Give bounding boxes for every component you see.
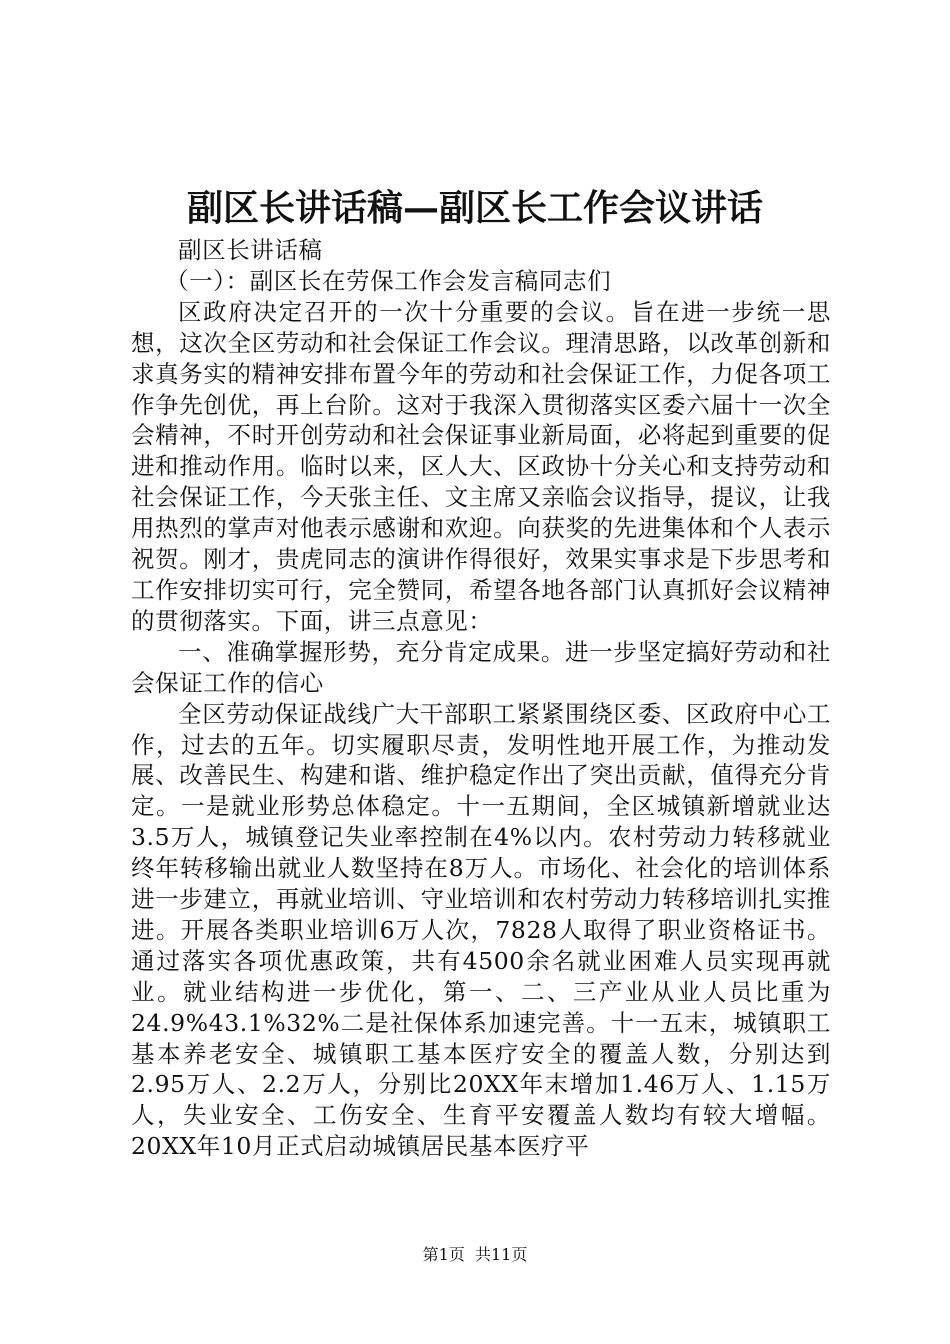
page-footer xyxy=(0,1244,950,1266)
body-paragraph: 全区劳动保证战线广大干部职工紧紧围绕区委、区政府中心工作，过去的五年。切实履职尽责，发明性地开展工作，为推动发展、改善民生、构建和谐、维护稳定作出了突出贡献，值得充分肯定。一是就业形势总体稳定。十一五期间，全区城镇新增就业达3.5万人，城镇登记失业率控制在4%以内。农村劳动力转移就业终年转移输出就业人数坚持在8万人。市场化、社会化的培训体系进一步建立，再就业培训、守业培训和农村劳动力转移培训扎实推进。开展各类职业培训6万人次，7828人取得了职业资格证书。通过落实各项优惠政策，共有4500余名就业困难人员实现再就业。就业结构进一步优化，第一、二、三产业从业人员比重为24.9%43.1%32%二是社保体系加速完善。十一五末，城镇职工基本养老安全、城镇职工基本医疗安全的覆盖人数，分别达到2.95万人、2.2万人，分别比20XX年末增加1.46万人、1.15万人，失业安全、工伤安全、生育平安覆盖人数均有较大增幅。20XX年10月正式启动城镇居民基本医疗平 xyxy=(131,699,831,1161)
document-body xyxy=(131,235,831,1162)
page-number-label: 第1页 共11页 xyxy=(422,1245,528,1264)
body-paragraph: 区政府决定召开的一次十分重要的会议。旨在进一步统一思想，这次全区劳动和社会保证工作会议。理清思路，以改革创新和求真务实的精神安排布置今年的劳动和社会保证工作，力促各项工作争先创优，再上台阶。这对于我深入贯彻落实区委六届十一次全会精神，不时开创劳动和社会保证事业新局面，必将起到重要的促进和推动作用。临时以来，区人大、区政协十分关心和支持劳动和社会保证工作，今天张主任、文主席又亲临会议指导，提议，让我用热烈的掌声对他表示感谢和欢迎。向获奖的先进集体和个人表示祝贺。刚才，贵虎同志的演讲作得很好，效果实事求是下步思考和工作安排切实可行，完全赞同，希望各地各部门认真抓好会议精神的贯彻落实。下面，讲三点意见： xyxy=(131,297,831,635)
subtitle-paragraph: 副区长讲话稿 xyxy=(178,236,323,264)
section-heading-paragraph: （一）：副区长在劳保工作会发言稿同志们 xyxy=(165,266,612,295)
point-heading-paragraph: 一、准确掌握形势，充分肯定成果。进一步坚定搞好劳动和社会保证工作的信心 xyxy=(131,637,831,697)
document-title: 副区长讲话稿—副区长工作会议讲话 xyxy=(186,187,763,229)
